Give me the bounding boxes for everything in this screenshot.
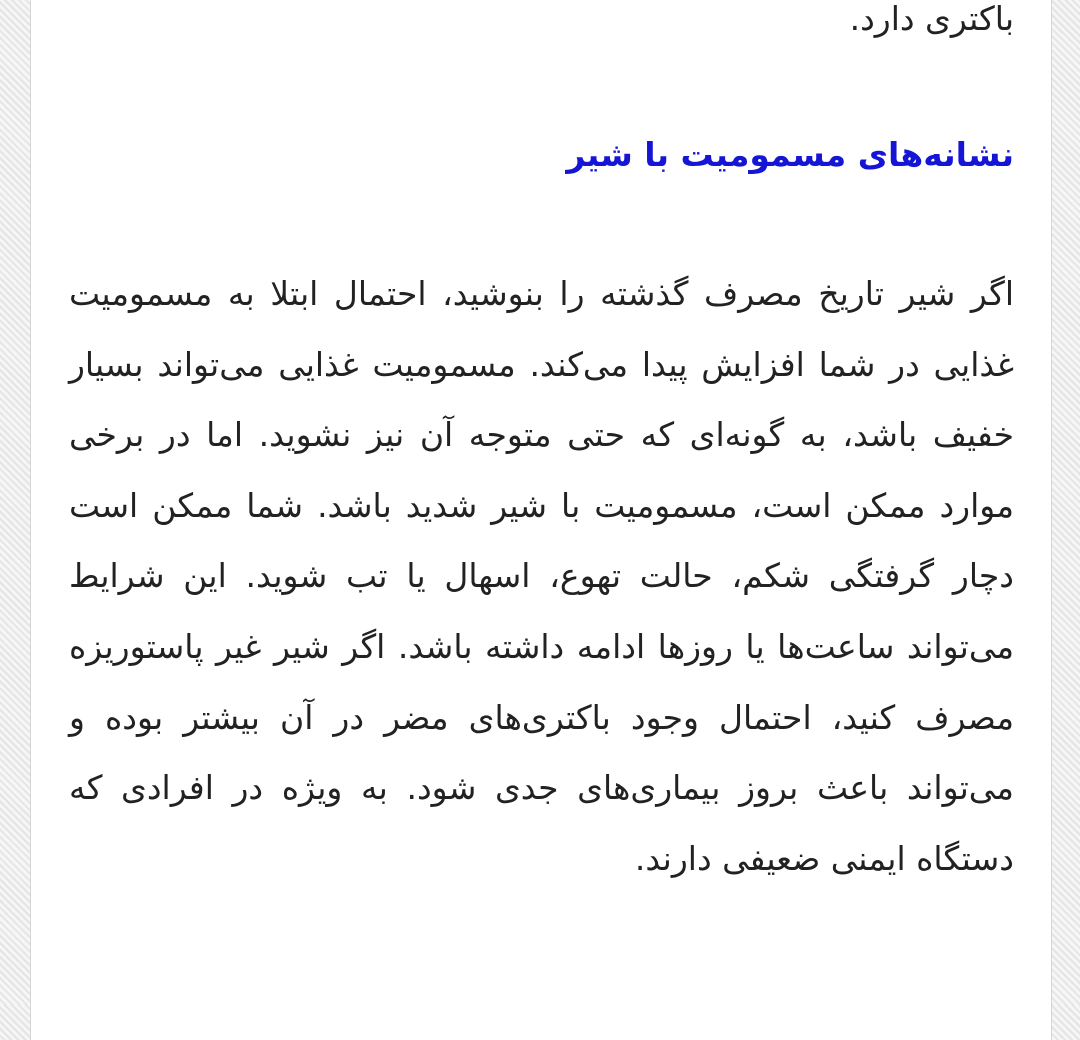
section-heading: نشانه‌های مسمومیت با شیر: [566, 135, 1014, 174]
section-paragraph: اگر شیر تاریخ مصرف گذشته را بنوشید، احتمال ابتلا به مسمومیت غذایی در شما افزایش پیدا می‌کند. مسمومیت غذایی می‌تواند بسیار خفیف باشد، به گونه‌ای که حتی متوجه آن نیز نشوید. اما در برخی موارد ممکن است، مسمومیت با شیر شدید باشد. شما ممکن است دچار گرفتگی شکم، حالت تهوع، اسهال یا تب شوید. این شرایط می‌تواند ساعت‌ها یا روزها ادامه داشته باشد. اگر شیر غیر پاستوریزه مصرف کنید، احتمال وجود باکتری‌های مضر در آن بیشتر بوده و می‌تواند باعث بروز بیماری‌های جدی شود. به ویژه در افرادی که دستگاه ایمنی ضعیفی دارند.: [69, 274, 1014, 878]
article-card: [30, 0, 1052, 1040]
previous-paragraph-tail: باکتری دارد.: [849, 0, 1014, 38]
